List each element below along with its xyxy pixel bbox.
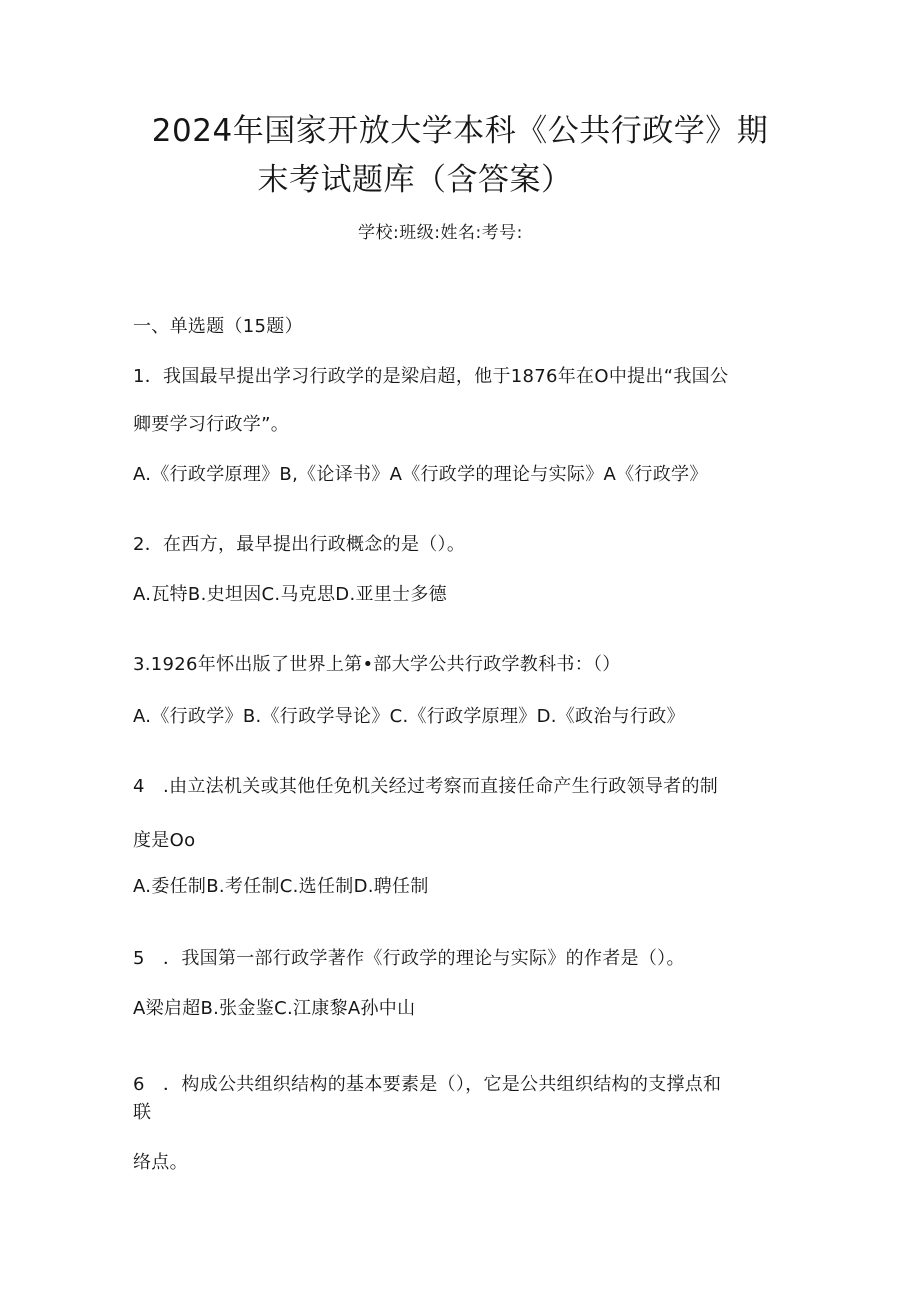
question-6-text-cont: 联 <box>133 1102 152 1123</box>
question-3-options: A.《行政学》B.《行政学导论》C.《行政学原理》D.《政治与行政》 <box>133 706 685 727</box>
section-heading: 一、单选题（15题） <box>133 316 303 337</box>
question-3-text: 3.1926年怀出版了世界上第•部大学公共行政学教科书：（） <box>133 654 621 675</box>
question-6-text-end: 络点。 <box>133 1152 188 1173</box>
question-5-text: 5 ．我国第一部行政学著作《行政学的理论与实际》的作者是（）。 <box>133 948 685 969</box>
question-2-options: A.瓦特B.史坦因C.马克思D.亚里士多德 <box>133 584 447 605</box>
question-4-options: A.委任制B.考任制C.选任制D.聘任制 <box>133 876 429 897</box>
student-info-line: 学校:班级:姓名:考号: <box>358 223 523 243</box>
question-4-text-cont: 度是Oo <box>133 830 196 851</box>
question-1-options: A.《行政学原理》B,《论译书》A《行政学的理论与实际》A《行政学》 <box>133 464 708 485</box>
question-5-options: A梁启超B.张金鉴C.江康黎A孙中山 <box>133 998 416 1019</box>
question-4-text: 4 .由立法机关或其他任免机关经过考察而直接任命产生行政领导者的制 <box>133 776 719 797</box>
document-title-line1: 2024年国家开放大学本科《公共行政学》期 <box>151 113 769 149</box>
question-1-text-cont: 卿要学习行政学”。 <box>133 414 290 435</box>
document-title-line2: 末考试题库（含答案） <box>257 162 573 198</box>
question-1-text: 1．我国最早提出学习行政学的是梁启超，他于1876年在O中提出“我国公 <box>133 366 729 387</box>
question-2-text: 2．在西方，最早提出行政概念的是（）。 <box>133 534 466 555</box>
question-6-text: 6 ．构成公共组织结构的基本要素是（），它是公共组织结构的支撑点和 <box>133 1074 722 1095</box>
